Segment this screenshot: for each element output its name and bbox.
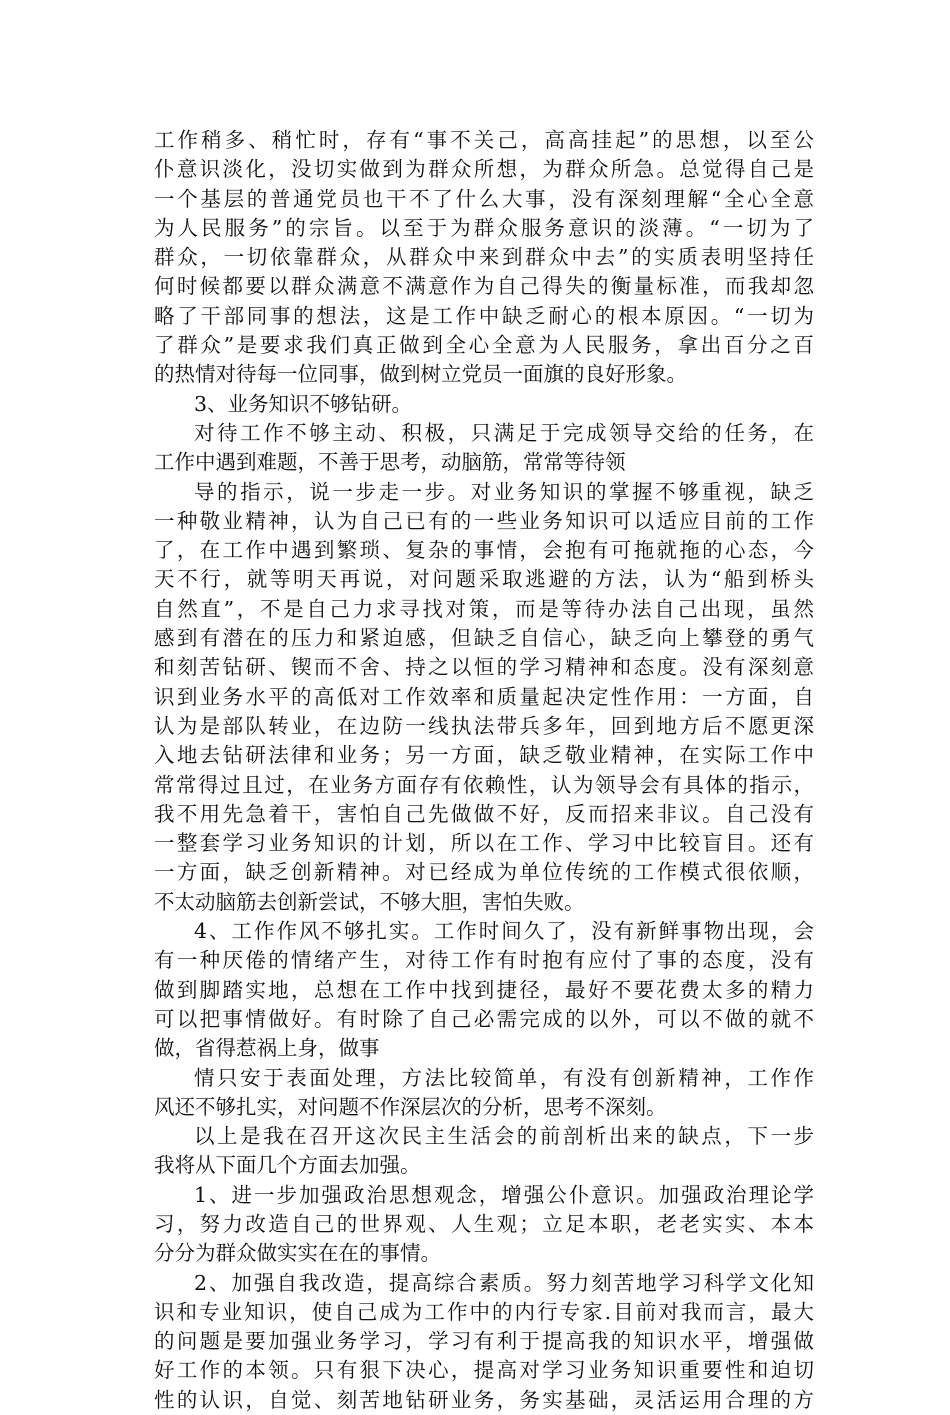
text-line: 情只安于表面处理，方法比较简单，有没有创新精神，工作作 bbox=[194, 1065, 814, 1090]
text-line: 习，努力改造自己的世界观、人生观；立足本职，老老实实、本本 bbox=[154, 1211, 814, 1236]
text-line: 有一种厌倦的情绪产生，对待工作有时抱有应付了事的态度，没有 bbox=[154, 948, 814, 973]
text-line: 导的指示，说一步走一步。对业务知识的掌握不够重视，缺乏 bbox=[194, 479, 814, 504]
text-line: 一整套学习业务知识的计划，所以在工作、学习中比较盲目。还有 bbox=[154, 831, 814, 856]
text-line: 我将从下面几个方面去加强。 bbox=[154, 1153, 421, 1178]
text-line: 群众，一切依靠群众，从群众中来到群众中去”的实质表明坚持任 bbox=[154, 245, 814, 270]
text-line: 一种敬业精神，认为自己已有的一些业务知识可以适应目前的工作 bbox=[154, 508, 814, 533]
text-line: 为人民服务”的宗旨。以至于为群众服务意识的淡薄。“一切为了 bbox=[154, 215, 814, 240]
text-line: 分分为群众做实实在在的事情。 bbox=[154, 1241, 441, 1266]
text-line: 3、业务知识不够钻研。 bbox=[194, 391, 413, 416]
text-line: 入地去钻研法律和业务；另一方面，缺乏敬业精神，在实际工作中 bbox=[154, 743, 814, 768]
text-line: 常常得过且过，在业务方面存有依赖性，认为领导会有具体的指示， bbox=[154, 772, 814, 797]
text-line: 可以把事情做好。有时除了自己必需完成的以外，可以不做的就不 bbox=[154, 1006, 814, 1031]
text-line: 工作稍多、稍忙时，存有“事不关己，高高挂起”的思想，以至公 bbox=[154, 128, 814, 152]
text-line: 一个基层的普通党员也干不了什么大事，没有深刻理解“全心全意 bbox=[154, 186, 814, 211]
text-line: 的问题是要加强业务学习，学习有利于提高我的知识水平，增强做 bbox=[154, 1329, 814, 1354]
text-line: 何时候都要以群众满意不满意作为自己得失的衡量标准，而我却忽 bbox=[154, 274, 814, 299]
text-line: 识和专业知识，使自己成为工作中的内行专家.目前对我而言，最大 bbox=[154, 1299, 814, 1324]
text-line: 对待工作不够主动、积极，只满足于完成领导交给的任务，在 bbox=[194, 420, 814, 445]
text-line: 仆意识淡化，没切实做到为群众所想，为群众所急。总觉得自己是 bbox=[154, 157, 814, 182]
text-line: 一方面，缺乏创新精神。对已经成为单位传统的工作模式很依顺， bbox=[154, 860, 814, 885]
text-line: 1、进一步加强政治思想观念，增强公仆意识。加强政治理论学 bbox=[194, 1182, 814, 1207]
text-line: 不太动脑筋去创新尝试，不够大胆，害怕失败。 bbox=[154, 889, 585, 914]
text-line: 2、加强自我改造，提高综合素质。努力刻苦地学习科学文化知 bbox=[194, 1270, 814, 1295]
text-line: 做到脚踏实地，总想在工作中找到捷径，最好不要花费太多的精力 bbox=[154, 977, 814, 1002]
text-line: 好工作的本领。只有狠下决心，提高对学习业务知识重要性和迫切 bbox=[154, 1358, 814, 1383]
text-line: 工作中遇到难题，不善于思考，动脑筋，常常等待领 bbox=[154, 450, 626, 475]
text-line: 了群众”是要求我们真正做到全心全意为人民服务，拿出百分之百 bbox=[154, 333, 814, 358]
text-line: 略了干部同事的想法，这是工作中缺乏耐心的根本原因。“一切为 bbox=[154, 303, 814, 328]
text-line: 和刻苦钻研、锲而不舍、持之以恒的学习精神和态度。没有深刻意 bbox=[154, 655, 814, 680]
text-line: 天不行，就等明天再说，对问题采取逃避的方法，认为“船到桥头 bbox=[154, 567, 814, 592]
text-line: 性的认识，自觉、刻苦地钻研业务，务实基础，灵活运用合理的方 bbox=[154, 1387, 814, 1412]
text-line: 风还不够扎实，对问题不作深层次的分析，思考不深刻。 bbox=[154, 1094, 667, 1119]
text-line: 以上是我在召开这次民主生活会的前剖析出来的缺点，下一步 bbox=[194, 1124, 814, 1149]
text-line: 自然直”，不是自己力求寻找对策，而是等待办法自己出现，虽然 bbox=[154, 596, 814, 621]
text-line: 感到有潜在的压力和紧迫感，但缺乏自信心，缺乏向上攀登的勇气 bbox=[154, 626, 814, 651]
text-line: 4、工作作风不够扎实。工作时间久了，没有新鲜事物出现，会 bbox=[194, 919, 814, 944]
document-body bbox=[154, 126, 814, 1415]
text-line: 了，在工作中遇到繁琐、复杂的事情，会抱有可拖就拖的心态，今 bbox=[154, 538, 814, 563]
text-line: 识到业务水平的高低对工作效率和质量起决定性作用：一方面，自 bbox=[154, 684, 814, 709]
text-line: 做，省得惹祸上身，做事 bbox=[154, 1036, 380, 1061]
text-line: 我不用先急着干，害怕自己先做做不好，反而招来非议。自己没有 bbox=[154, 801, 814, 826]
text-line: 的热情对待每一位同事，做到树立党员一面旗的良好形象。 bbox=[154, 362, 687, 387]
text-line: 认为是部队转业，在边防一线执法带兵多年，回到地方后不愿更深 bbox=[154, 713, 814, 738]
